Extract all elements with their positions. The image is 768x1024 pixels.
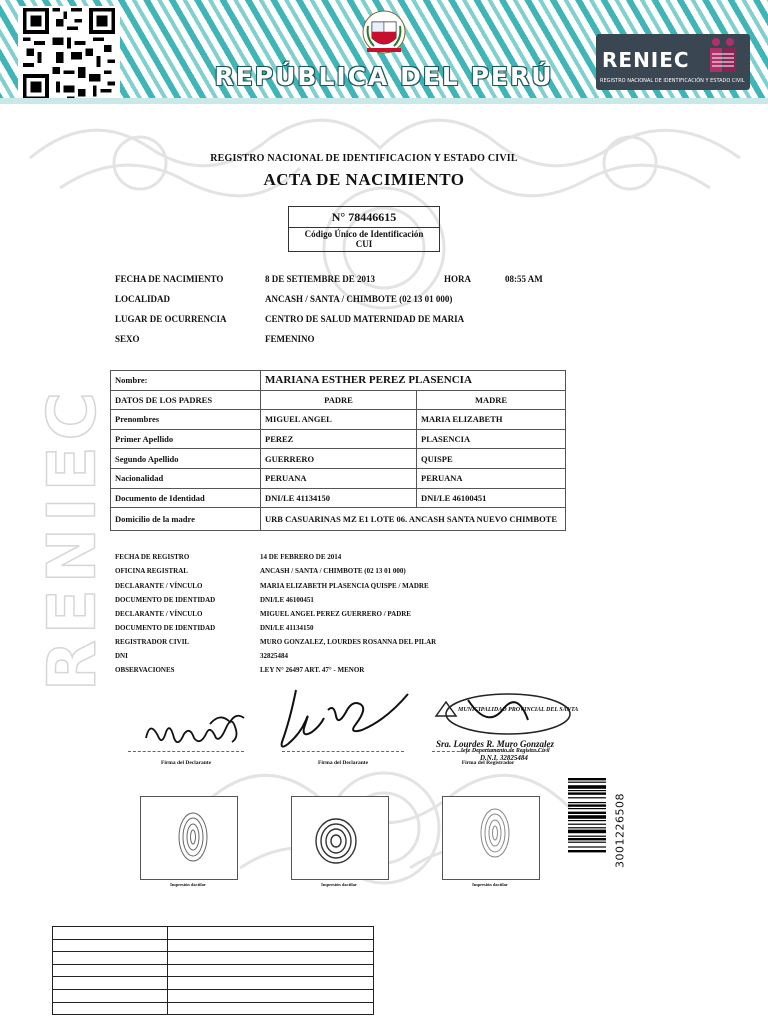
table-row [53,1002,374,1015]
sex-label: SEXO [115,334,140,344]
barcode-number-container [612,792,628,872]
father-header: PADRE [261,390,417,410]
registry-label: DECLARANTE / VÍNCULO [115,610,203,618]
table-row [111,449,566,469]
parents-table [110,370,566,531]
stamp-line-2: Sra. Lourdes R. Muro Gonzalez [436,739,555,749]
registry-label: OBSERVACIONES [115,666,175,674]
address-value: URB CASUARINAS MZ E1 LOTE 06. ANCASH SANTA NUEVO CHIMBOTE [261,508,566,531]
table-row [111,390,566,410]
signature-line [282,751,404,752]
registry-label: FECHA DE REGISTRO [115,553,190,561]
table-row [111,468,566,488]
stamp-line-1: MUNICIPALIDAD PROVINCIAL DEL SANTA [458,707,579,713]
locality-value: ANCASH / SANTA / CHIMBOTE (02 13 01 000) [265,294,453,304]
child-name-value: MARIANA ESTHER PEREZ PLASENCIA [261,371,566,391]
registry-label: DECLARANTE / VÍNCULO [115,582,203,590]
sex-value: FEMENINO [265,334,315,344]
barcode-number: 3001226508 [613,793,627,868]
registry-value: MURO GONZALEZ, LOURDES ROSANNA DEL PILAR [260,638,437,646]
reniec-people-icon [704,36,742,76]
table-row [53,927,374,940]
birth-time-value: 08:55 AM [505,274,543,284]
address-label: Domicilio de la madre [111,508,261,531]
signature-declarant-1 [140,708,250,752]
cui-label-line-2: CUI [355,239,373,249]
registry-value: MIGUEL ANGEL PEREZ GUERRERO / PADRE [260,610,411,618]
blank-table [52,926,374,1015]
registry-label: DNI [115,652,128,660]
cui-label [289,229,439,249]
agency-name: REGISTRO NACIONAL DE IDENTIFICACION Y ESTADO CIVIL [210,153,518,164]
registry-label: REGISTRADOR CIVIL [115,638,190,646]
cui-box [288,206,440,252]
fingerprint-label: Impresión dactilar [321,882,357,887]
table-row [111,410,566,430]
registry-value: MARIA ELIZABETH PLASENCIA QUISPE / MADRE [260,582,429,590]
country-title: REPÚBLICA DEL PERÚ [214,62,554,91]
cui-label-line-1: Código Único de Identificación [304,229,424,239]
mother-value: PLASENCIA [417,429,566,449]
table-row [111,429,566,449]
stamp-line-3: Jefe Departamento de Registro Civil [460,748,550,754]
fingerprint-box [140,796,238,880]
cui-number: N° 78446615 [289,207,439,228]
father-value: PERUANA [261,468,417,488]
father-value: GUERRERO [261,449,417,469]
table-row [111,488,566,508]
table-row [53,964,374,977]
registry-value: ANCASH / SANTA / CHIMBOTE (02 13 01 000) [260,567,406,575]
table-row [53,939,374,952]
mother-value: PERUANA [417,468,566,488]
name-label: Nombre: [111,371,261,391]
table-row [111,508,566,531]
locality-label: LOCALIDAD [115,294,171,304]
row-label: Nacionalidad [111,468,261,488]
national-crest-icon [362,8,406,56]
header-band [0,0,768,104]
signature-line [128,751,244,752]
row-label: Prenombres [111,410,261,430]
registry-value: DNI/LE 46100451 [260,596,314,604]
fingerprint-icon [292,797,388,879]
reniec-logo-subtitle: REGISTRO NACIONAL DE IDENTIFICACIÓN Y ESTADO CIVIL [600,78,745,84]
father-value: DNI/LE 41134150 [261,488,417,508]
registry-value: LEY N° 26497 ART. 47° - MENOR [260,666,365,674]
mother-value: QUISPE [417,449,566,469]
birth-date-value: 8 DE SETIEMBRE DE 2013 [265,274,376,284]
row-label: Primer Apellido [111,429,261,449]
father-value: PEREZ [261,429,417,449]
fingerprint-icon [443,797,539,879]
birth-date-label: FECHA DE NACIMIENTO [115,274,224,284]
parents-section-label: DATOS DE LOS PADRES [111,390,261,410]
registry-label: DOCUMENTO DE IDENTIDAD [115,596,216,604]
signature-declarant-2 [276,680,412,754]
fingerprint-label: Impresión dactilar [472,882,508,887]
registry-label: OFICINA REGISTRAL [115,567,188,575]
table-row [53,952,374,965]
signature-line [432,751,544,752]
fingerprint-icon [141,797,237,879]
father-value: MIGUEL ANGEL [261,410,417,430]
side-watermark-text: RENIEC [33,385,111,692]
mother-value: MARIA ELIZABETH [417,410,566,430]
signature-label: Firma del Declarante [317,760,369,766]
table-row [53,989,374,1002]
reniec-logo [596,34,750,90]
mother-value: DNI/LE 46100451 [417,488,566,508]
stamp-line-4: D.N.I. 32825484 [480,754,528,762]
place-value: CENTRO DE SALUD MATERNIDAD DE MARIA [265,314,465,324]
row-label: Segundo Apellido [111,449,261,469]
registry-value: DNI/LE 41134150 [260,624,314,632]
table-row [53,977,374,990]
document-title: ACTA DE NACIMIENTO [263,170,465,189]
reniec-logo-word: RENIEC [602,48,690,72]
registry-value: 32825484 [260,652,288,660]
header-bottom-strip [0,98,768,104]
barcode [568,778,606,876]
row-label: Documento de Identidad [111,488,261,508]
place-label: LUGAR DE OCURRENCIA [115,314,227,324]
registry-value: 14 DE FEBRERO DE 2014 [260,553,342,561]
table-row [111,371,566,391]
birth-time-label: HORA [444,274,471,284]
side-watermark [33,360,111,700]
fingerprint-box [291,796,389,880]
signature-label: Firma del Declarante [160,760,212,766]
signature-label: Firma del Registrador [461,760,515,766]
mother-header: MADRE [417,390,566,410]
fingerprint-box [442,796,540,880]
fingerprint-label: Impresión dactilar [170,882,206,887]
registry-label: DOCUMENTO DE IDENTIDAD [115,624,216,632]
